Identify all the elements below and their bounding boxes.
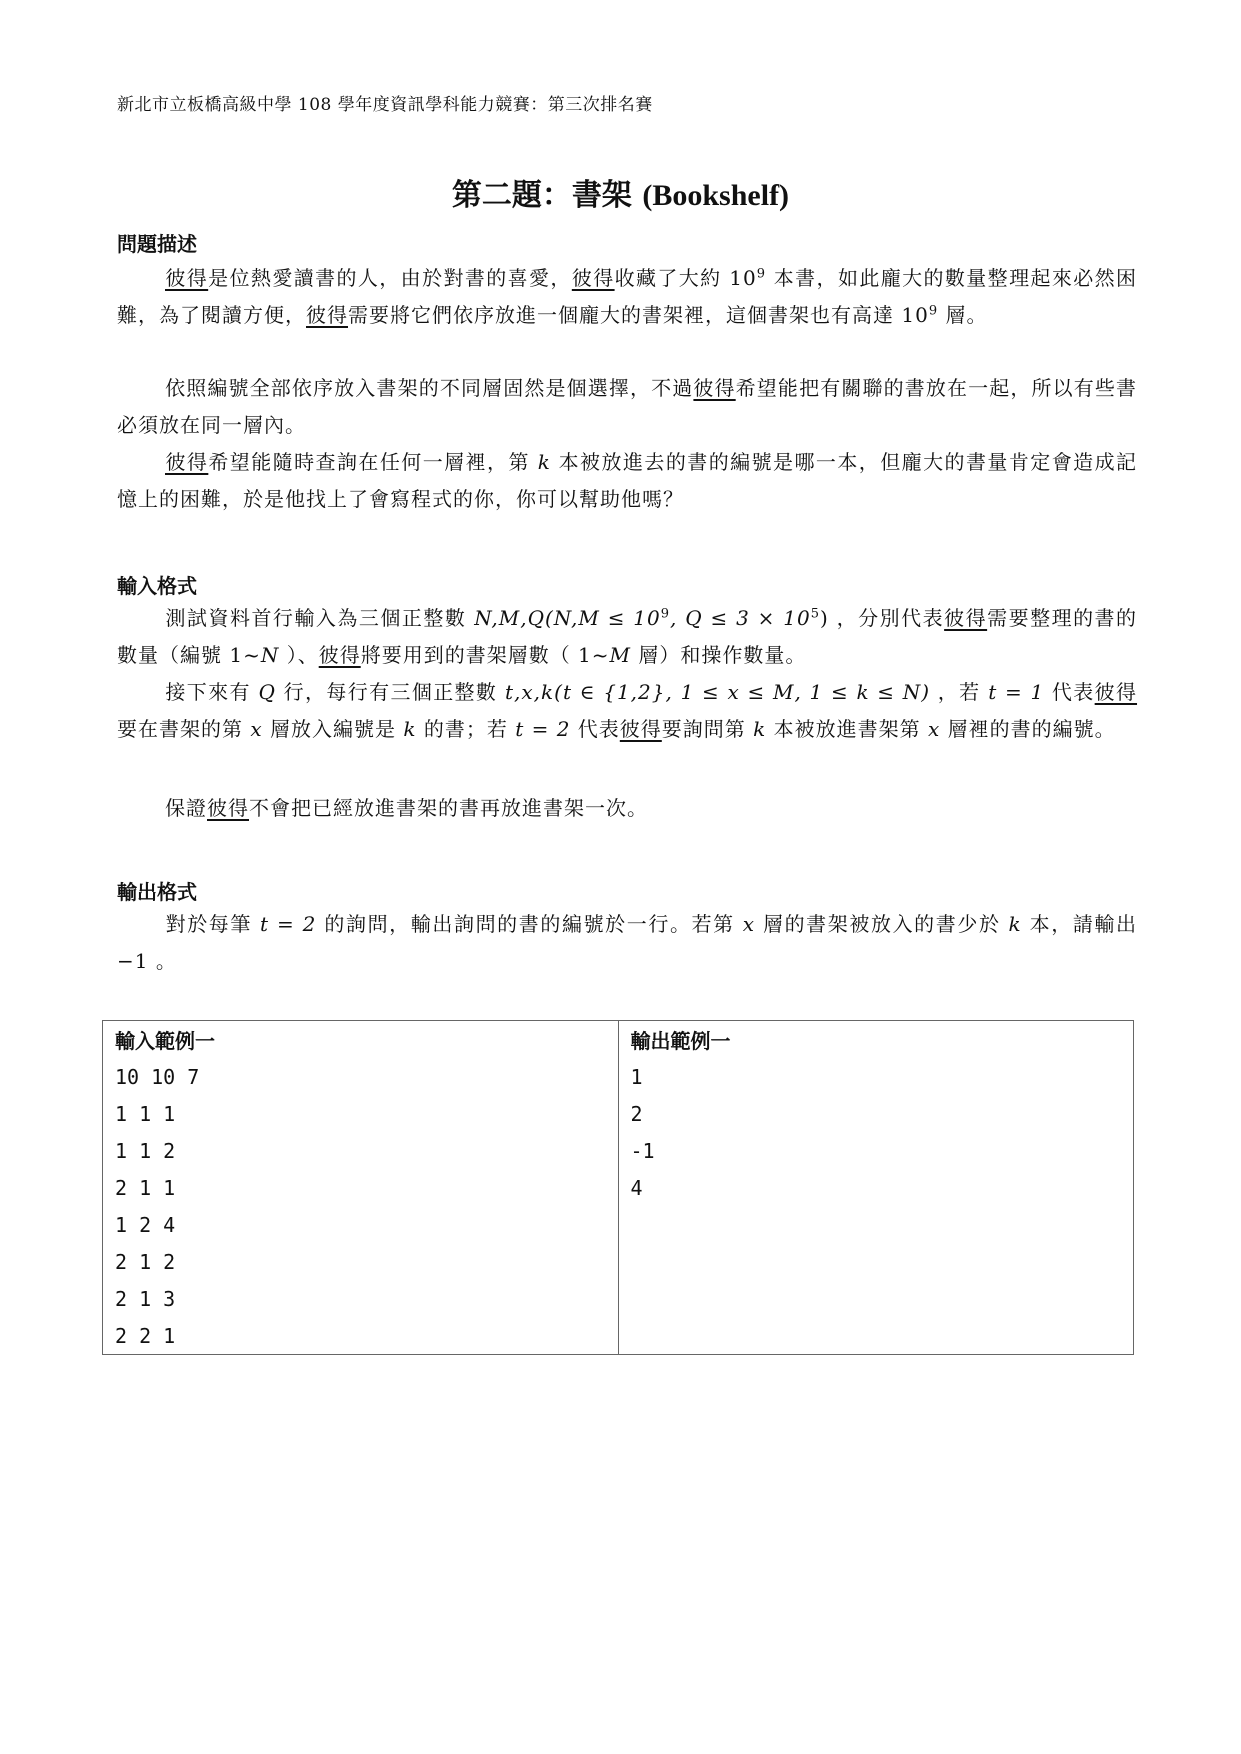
sample-output-line: -1	[618, 1132, 1134, 1169]
output-heading: 輸出格式	[117, 880, 197, 904]
sample-row	[103, 1280, 1134, 1317]
sample-output-line	[618, 1317, 1134, 1355]
name-peter: 彼得	[944, 606, 988, 630]
sample-input-line: 1 1 2	[103, 1132, 619, 1169]
name-peter: 彼得	[165, 450, 209, 474]
description-paragraph-3: 彼得希望能隨時查詢在任何一層裡，第 k 本被放進去的書的編號是哪一本，但龐大的書量肯定會造成記憶上的困難，於是他找上了會寫程式的你，你可以幫助他嗎？	[117, 450, 1138, 511]
sample-row	[103, 1058, 1134, 1095]
sample-input-line: 2 2 1	[103, 1317, 619, 1355]
sample-input-line: 2 1 1	[103, 1169, 619, 1206]
sample-output-line: 1	[618, 1058, 1134, 1095]
sample-input-line: 2 1 3	[103, 1280, 619, 1317]
description-heading: 問題描述	[117, 232, 197, 256]
name-peter: 彼得	[207, 796, 249, 820]
sample-header-row	[103, 1021, 1134, 1059]
sample-input-line: 1 2 4	[103, 1206, 619, 1243]
problem-title-en: (Bookshelf)	[642, 179, 790, 212]
description-paragraph-2: 依照編號全部依序放入書架的不同層固然是個選擇，不過彼得希望能把有關聯的書放在一起，所以有些書必須放在同一層內。	[117, 376, 1138, 437]
name-peter: 彼得	[1094, 680, 1138, 704]
name-peter: 彼得	[693, 376, 736, 400]
sample-output-line	[618, 1243, 1134, 1280]
sample-input-line: 2 1 2	[103, 1243, 619, 1280]
input-paragraph-3: 保證彼得不會把已經放進書架的書再放進書架一次。	[165, 796, 648, 820]
sample-row	[103, 1243, 1134, 1280]
name-peter: 彼得	[571, 266, 615, 290]
problem-title	[0, 170, 1241, 214]
name-peter: 彼得	[619, 717, 662, 741]
output-paragraph-1: 對於每筆 t = 2 的詢問，輸出詢問的書的編號於一行。若第 x 層的書架被放入的書少於 k 本，請輸出 −1 。	[117, 912, 1138, 973]
sample-output-line	[618, 1206, 1134, 1243]
sample-input-line: 10 10 7	[103, 1058, 619, 1095]
sample-row	[103, 1095, 1134, 1132]
name-peter: 彼得	[306, 303, 348, 327]
sample-row	[103, 1317, 1134, 1355]
input-paragraph-2: 接下來有 Q 行，每行有三個正整數 t,x,k(t ∈ {1,2}, 1 ≤ x ≤ M, 1 ≤ k ≤ N) ，若 t = 1 代表彼得要在書架的第 x 層放入編號是 k 的書；若 t = 2 代表彼得要詢問第 k 本被放進書架第 x 層裡的書的編號。	[117, 680, 1138, 741]
input-heading: 輸入格式	[117, 574, 197, 598]
sample-output-line: 2	[618, 1095, 1134, 1132]
problem-title-zh: 第二題：書架	[451, 178, 632, 213]
name-peter: 彼得	[318, 643, 361, 667]
document-header: 新北市立板橋高級中學 108 學年度資訊學科能力競賽：第三次排名賽	[117, 95, 653, 115]
sample-table	[102, 1020, 1134, 1355]
input-paragraph-1: 測試資料首行輸入為三個正整數 $N,M,Q(N,M \le 10^9$, $Q \le 3 \times 10^5$) ，分別代表彼得需要整理的書的數量（編號 1~N ）、彼得將要用到的書架層數（ 1~M 層）和操作數量。	[117, 606, 1138, 667]
sample-output-line	[618, 1280, 1134, 1317]
sample-row	[103, 1132, 1134, 1169]
sample-input-header: 輸入範例一	[103, 1021, 619, 1059]
name-peter: 彼得	[165, 266, 209, 290]
sample-output-header: 輸出範例一	[618, 1021, 1134, 1059]
sample-output-line: 4	[618, 1169, 1134, 1206]
sample-input-line: 1 1 1	[103, 1095, 619, 1132]
description-paragraph-1: 彼得是位熱愛讀書的人，由於對書的喜愛，彼得收藏了大約 $10^9$ 本書，如此龐大的數量整理起來必然困難，為了閱讀方便，彼得需要將它們依序放進一個龐大的書架裡，這個書架也有高達 $10^9$ 層。	[117, 266, 1138, 327]
sample-row	[103, 1206, 1134, 1243]
sample-row	[103, 1169, 1134, 1206]
